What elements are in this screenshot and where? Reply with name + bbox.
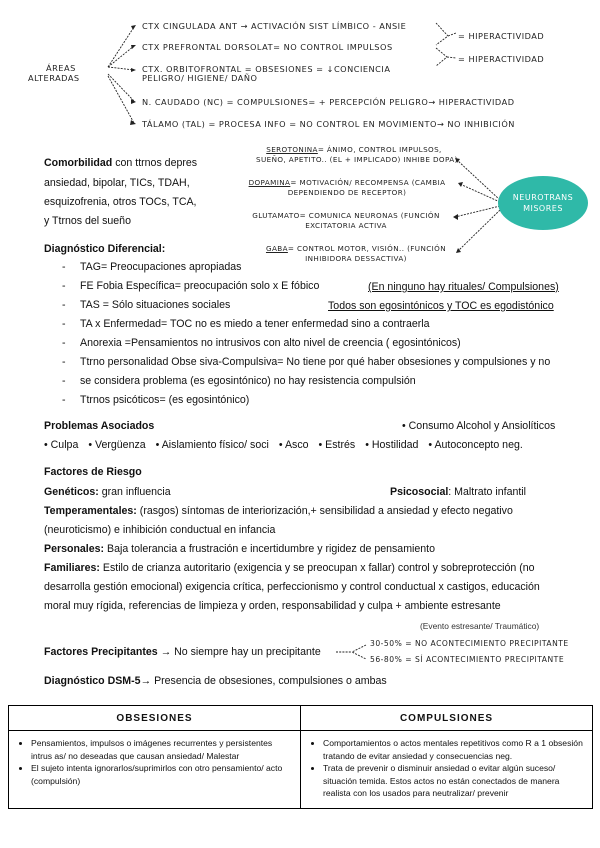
- area-item: CTX. ORBITOFRONTAL = OBSESIONES = ↓CONCIENCIA: [142, 64, 391, 74]
- list-item: - TA x Enfermedad= TOC no es miedo a tener enfermedad sino a contraerla: [62, 315, 550, 334]
- obsesiones-cell: [9, 731, 301, 809]
- comorbilidad-line: Comorbilidad con ttrnos depres: [44, 157, 198, 169]
- area-item: CTX CINGULADA ANT → ACTIVACIÓN SIST LÍMBICO - ANSIE: [142, 21, 407, 31]
- list-item: - TAG= Preocupaciones apropiadas: [62, 258, 550, 277]
- list-item: • El sujeto intenta ignorarlos/suprimirlos con otro pensamiento/ acto (compulsión): [31, 762, 294, 787]
- neurotransmisores-circle: NEUROTRANS MISORES: [498, 176, 588, 230]
- list-item: - Anorexia =Pensamientos no intrusivos con alto nivel de creencia ( egosintónicos): [62, 334, 550, 353]
- area-item: N. CAUDADO (NC) = COMPULSIONES= + PERCEPCIÓN PELIGRO→ HIPERACTIVIDAD: [142, 97, 515, 107]
- hiperactividad-note: = HIPERACTIVIDAD: [458, 54, 545, 64]
- list-item: - Ttrnos psicóticos= (es egosintónico): [62, 391, 550, 410]
- obsesiones-header: OBSESIONES: [9, 706, 301, 731]
- factor-temperamentales-cont: (neuroticismo) e inhibición conductual en infancia: [44, 524, 276, 536]
- factores-precipitantes: Factores Precipitantes → No siempre hay un precipitante: [44, 646, 321, 658]
- problemas-consumo: • Consumo Alcohol y Ansiolíticos: [402, 420, 556, 432]
- evento-note: (Evento estresante/ Traumático): [420, 621, 540, 631]
- factores-title: Factores de Riesgo: [44, 466, 142, 478]
- neuro-serotonina: SEROTONINA= ÁNIMO, CONTROL IMPULSOS, SUEÑO, APETITO.. (EL + IMPLICADO) INHIBE DOPA): [256, 145, 458, 164]
- factor-geneticos: Genéticos: gran influencia: [44, 486, 171, 498]
- comorbilidad-line: ansiedad, bipolar, TICs, TDAH,: [44, 177, 190, 189]
- problemas-bullets: • Culpa • Vergüenza • Aislamiento físico/ soci • Asco • Estrés • Hostilidad • Autoconcepto neg.: [44, 439, 523, 451]
- comorbilidad-line: esquizofrenia, otros TOCs, TCA,: [44, 196, 197, 208]
- areas-label-line1: ÁREAS: [46, 63, 76, 73]
- list-item: - FE Fobia Específica= preocupación solo x E fóbico: [62, 277, 550, 296]
- neuro-dopamina: DOPAMINA= MOTIVACIÓN/ RECOMPENSA (CAMBIA DEPENDIENDO DE RECEPTOR): [248, 178, 446, 197]
- diagnostico-note: (En ninguno hay rituales/ Compulsiones): [368, 281, 559, 293]
- area-item: TÁLAMO (TAL) = PROCESA INFO = NO CONTROL EN MOVIMIENTO→ NO INHIBICIÓN: [142, 119, 515, 129]
- factor-personales: Personales: Baja tolerancia a frustración e incertidumbre y rigidez de pensamiento: [44, 543, 435, 555]
- comorbilidad-title: Comorbilidad: [44, 157, 113, 169]
- precipitante-option: 56-80% = SÍ ACONTECIMIENTO PRECIPITANTE: [370, 655, 565, 664]
- problemas-title: Problemas Asociados: [44, 420, 155, 432]
- diagnostico-note: Todos son egosintónicos y TOC es egodistónico: [328, 300, 554, 312]
- list-item: - Ttrno personalidad Obse siva-Compulsiva= No tiene por qué haber obsesiones y compulsiones y no: [62, 353, 550, 372]
- diagnostico-diferencial-title: Diagnóstico Diferencial:: [44, 243, 166, 255]
- comorbilidad-line: y Ttrnos del sueño: [44, 215, 131, 227]
- list-item: • Comportamientos o actos mentales repetitivos como R a 1 obsesión tratando de evitar ansiedad y consecuencias neg.: [323, 737, 586, 762]
- neuro-glutamato: GLUTAMATO= COMUNICA NEURONAS (FUNCIÓN EXCITATORIA ACTIVA: [252, 211, 440, 230]
- list-item: • Pensamientos, impulsos o imágenes recurrentes y persistentes intrus as/ no deseadas que causan ansiedad/ Malestar: [31, 737, 294, 762]
- neuro-gaba: GABA= CONTROL MOTOR, VISIÓN.. (FUNCIÓN INHIBIDORA DESSACTIVA): [265, 244, 447, 263]
- factor-temperamentales: Temperamentales: (rasgos) síntomas de interiorización,+ sensibilidad a ansiedad y efecto negativo: [44, 505, 513, 517]
- compulsiones-cell: [301, 731, 593, 809]
- list-item: - se considera problema (es egosintónico) no hay resistencia compulsión: [62, 372, 550, 391]
- factor-familiares-cont: moral muy rígida, referencias de limpieza y orden, responsabilidad y culpa + ambiente estresante: [44, 600, 501, 612]
- factor-familiares-cont: desarrolla gestión emocional) exigencia crítica, perfeccionismo y control conductual x castigos, educación: [44, 581, 540, 593]
- area-item: PELIGRO/ HIGIENE/ DAÑO: [142, 73, 258, 83]
- hiperactividad-note: = HIPERACTIVIDAD: [458, 31, 545, 41]
- factor-psicosocial: Psicosocial: Maltrato infantil: [390, 486, 527, 498]
- precipitante-option: 30-50% = NO ACONTECIMIENTO PRECIPITANTE: [370, 639, 569, 648]
- factor-familiares: Familiares: Estilo de crianza autoritario (exigencia y se preocupan x fallar) control y sobreprotección (no: [44, 562, 535, 574]
- diagnostico-dsm5: Diagnóstico DSM-5→ Presencia de obsesiones, compulsiones o ambas: [44, 675, 387, 687]
- list-item: • Trata de prevenir o disminuir ansiedad o evitar algún suceso/ situación temida. Estos actos no están conectados de manera realista con los usados para neutralizar/ prevenir: [323, 762, 586, 800]
- list-item: - TAS = Sólo situaciones sociales: [62, 296, 550, 315]
- areas-label-line2: ALTERADAS: [28, 73, 80, 83]
- area-item: CTX PREFRONTAL DORSOLAT= NO CONTROL IMPULSOS: [142, 42, 393, 52]
- compulsiones-header: COMPULSIONES: [301, 706, 593, 731]
- obsesiones-compulsiones-table: [8, 705, 593, 809]
